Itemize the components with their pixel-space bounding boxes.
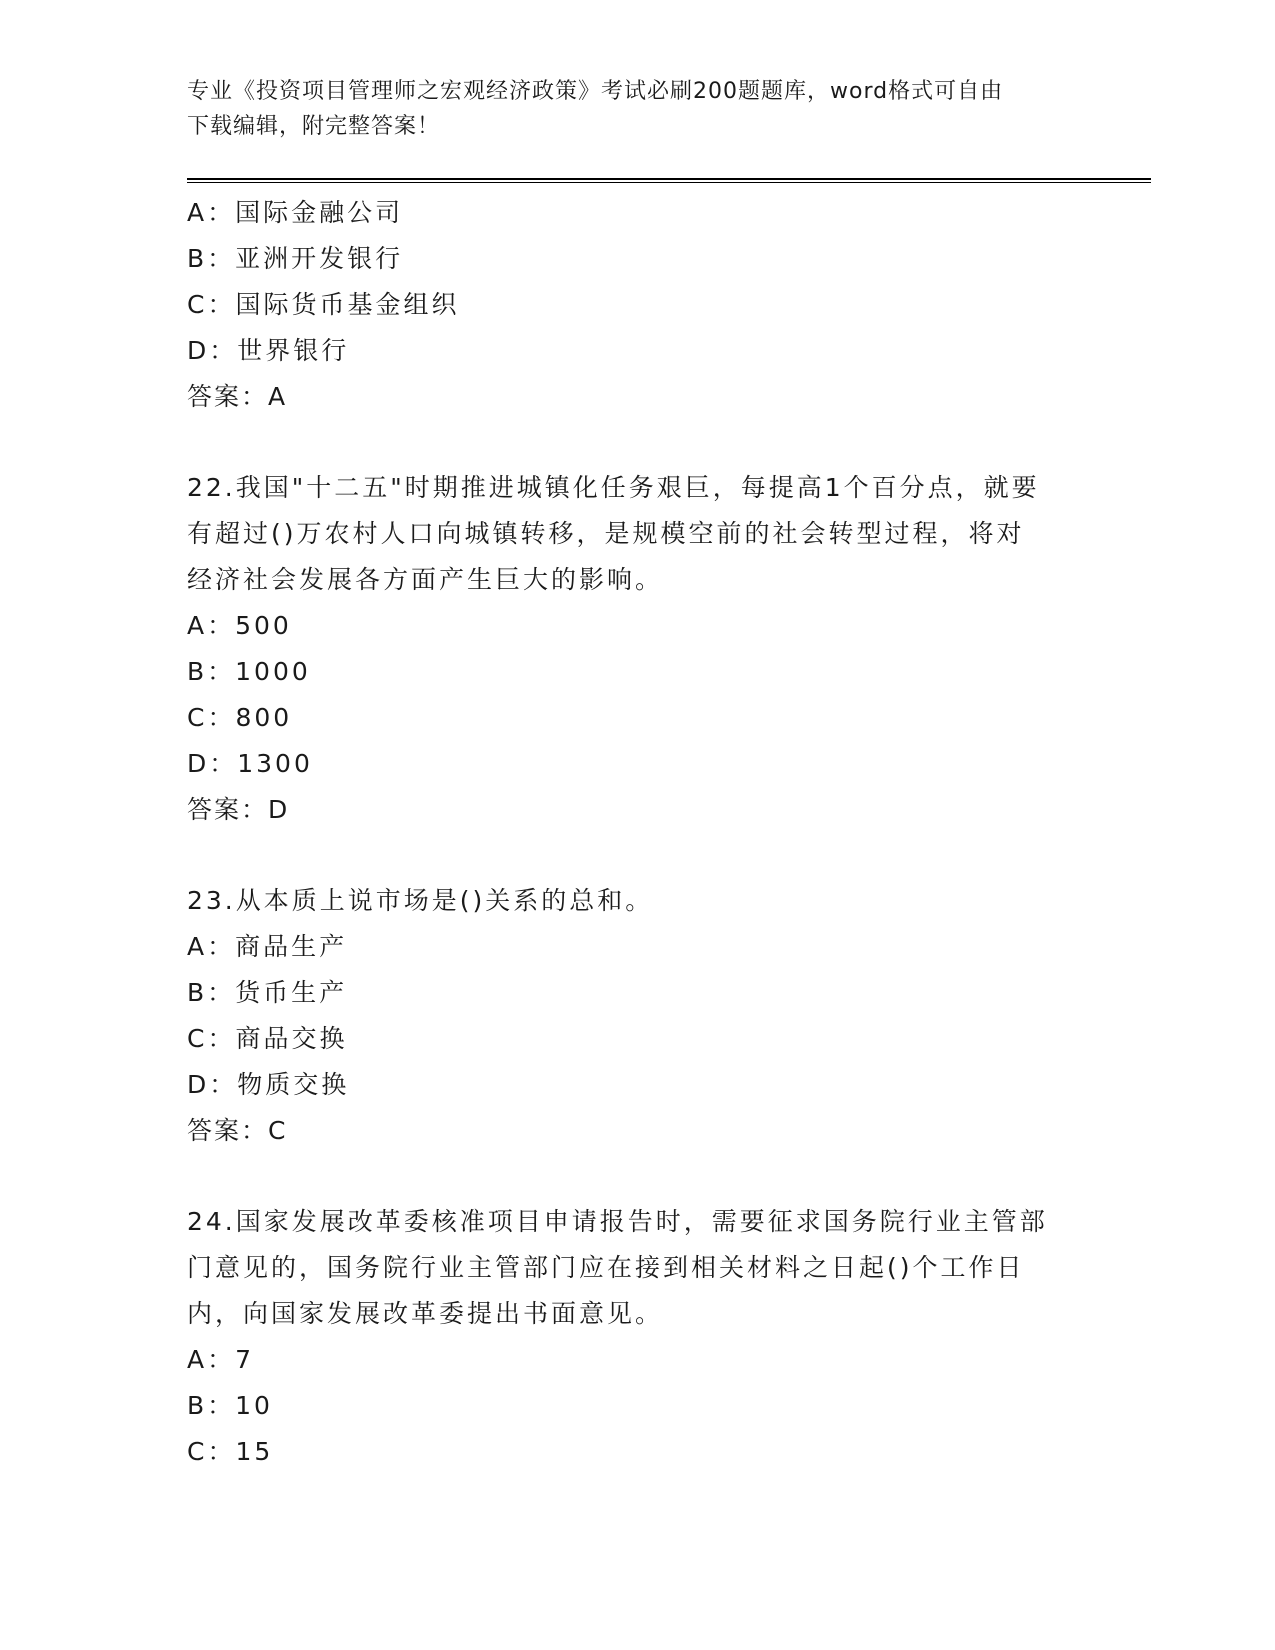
option-d: D：1300 bbox=[187, 749, 313, 778]
header-divider-thin bbox=[187, 182, 1151, 183]
question-23 bbox=[187, 878, 1087, 1154]
question-24 bbox=[187, 1199, 1087, 1475]
document-header bbox=[187, 74, 1067, 144]
question-stem-line-3: 经济社会发展各方面产生巨大的影响。 bbox=[187, 565, 664, 594]
question-22 bbox=[187, 465, 1087, 833]
option-d: D：世界银行 bbox=[187, 336, 350, 365]
option-c: C：商品交换 bbox=[187, 1024, 348, 1053]
option-a: A：7 bbox=[187, 1345, 255, 1374]
answer-line: 答案：A bbox=[187, 382, 288, 411]
option-d: D：物质交换 bbox=[187, 1070, 350, 1099]
option-a: A：500 bbox=[187, 611, 292, 640]
question-stem-line-1: 23.从本质上说市场是()关系的总和。 bbox=[187, 886, 654, 915]
option-a: A：商品生产 bbox=[187, 932, 348, 961]
option-c: C：800 bbox=[187, 703, 293, 732]
question-stem-line-3: 内，向国家发展改革委提出书面意见。 bbox=[187, 1299, 664, 1328]
header-line-1: 专业《投资项目管理师之宏观经济政策》考试必刷200题题库，word格式可自由 bbox=[187, 79, 1004, 104]
option-c: C：国际货币基金组织 bbox=[187, 290, 460, 319]
question-stem-line-1: 22.我国"十二五"时期推进城镇化任务艰巨，每提高1个百分点，就要 bbox=[187, 473, 1040, 502]
option-b: B：1000 bbox=[187, 657, 311, 686]
question-21-continuation bbox=[187, 190, 1087, 420]
answer-line: 答案：D bbox=[187, 795, 290, 824]
question-stem-line-1: 24.国家发展改革委核准项目申请报告时，需要征求国务院行业主管部 bbox=[187, 1207, 1048, 1236]
option-a: A：国际金融公司 bbox=[187, 198, 404, 227]
question-stem-line-2: 门意见的，国务院行业主管部门应在接到相关材料之日起()个工作日 bbox=[187, 1253, 1025, 1282]
option-c: C：15 bbox=[187, 1437, 274, 1466]
question-list bbox=[187, 190, 1087, 1475]
question-stem-line-2: 有超过()万农村人口向城镇转移，是规模空前的社会转型过程，将对 bbox=[187, 519, 1025, 548]
option-b: B：货币生产 bbox=[187, 978, 348, 1007]
option-b: B：亚洲开发银行 bbox=[187, 244, 404, 273]
header-line-2: 下载编辑，附完整答案！ bbox=[187, 114, 441, 139]
option-b: B：10 bbox=[187, 1391, 273, 1420]
answer-line: 答案：C bbox=[187, 1116, 288, 1145]
header-divider-thick bbox=[187, 178, 1151, 180]
